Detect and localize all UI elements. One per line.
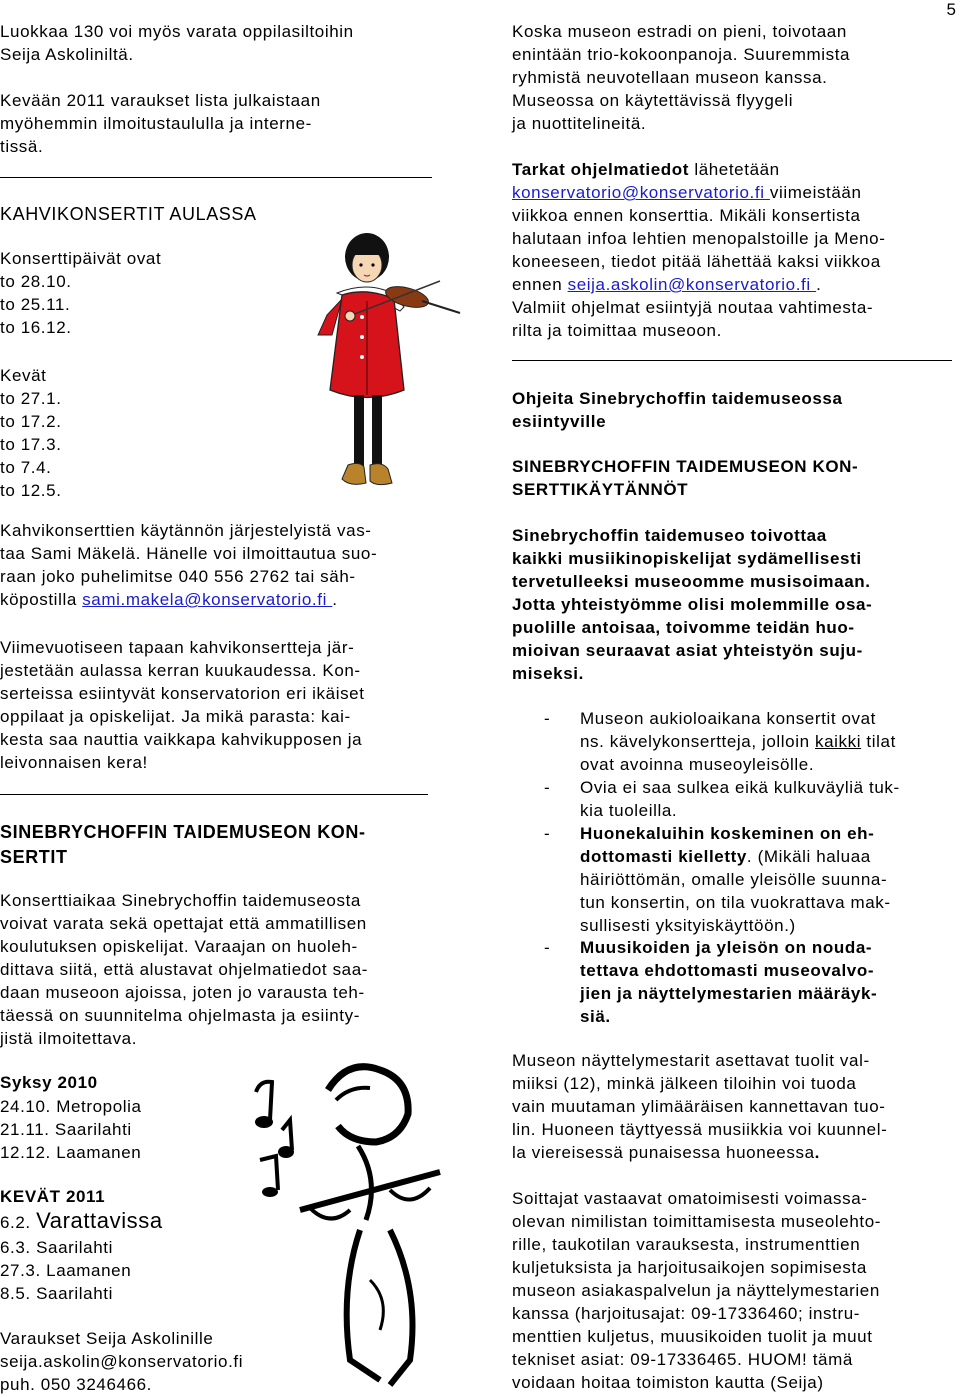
aula-arrangements: Kahvikonserttien käytännön järjestelyistä vas- taa Sami Mäkelä. Hänelle voi ilmoittautua suo- raan joko puhelimitse 040 556 2762 tai säh- köpostilla sami.makela@konservatorio.fi . [0, 521, 378, 609]
intro-spring-bookings: Kevään 2011 varaukset lista julkaistaan myöhemmin ilmoitustaululla ja interne- tissä. [0, 91, 321, 156]
kaikki-link[interactable]: kaikki [815, 732, 862, 751]
autumn-2010-heading: Syksy 2010 [0, 1073, 98, 1092]
aula-monthly-text: Viimevuotiseen tapaan kahvikonsertteja jär- jestetään aulassa kerran kuukaudessa. Kon- serteissa esiintyvät konservatorion eri ikäiset oppilaat ja opiskelijat. Ja mikä parasta: kai- kesta saa nauttia vaikkapa kahvikupposen ja leivonnaisen kera! [0, 638, 365, 772]
practices-heading: SINEBRYCHOFFIN TAIDEMUSEON KON- SERTTIKÄYTÄNNÖT [512, 457, 859, 499]
welcome-text: Sinebrychoffin taidemuseo toivottaa kaikki musiikinopiskelijat sydämellisesti tervetulleeksi museoomme musisoimaan. Jotta yhteistyömme olisi molemmille osa- puolille antoisaa, toivomme teidän huo- mioivan seuraavat asiat yhteistyön suju- miseksi. [512, 526, 873, 683]
divider [0, 794, 428, 795]
autumn-2010-dates: 24.10. Metropolia 21.11. Saarilahti 12.12. Laamanen [0, 1097, 142, 1162]
divider [512, 360, 952, 361]
aula-dates-spring: Kevät to 27.1. to 17.2. to 17.3. to 7.4. to 12.5. [0, 366, 62, 500]
violinist-girl-illustration [312, 215, 462, 505]
spring-2011-heading: KEVÄT 2011 [0, 1187, 106, 1206]
page-number: 5 [946, 0, 956, 19]
chairs-text: Museon näyttelymestarit asettavat tuolit val- miiksi (12), minkä jälkeen tiloihin voi tuoda vain muutaman ylimääräisen kannettavan tuo- lin. Huoneen täyttyessä musiikkia voi kuunnel- la viereisessä punaisessa huoneessa. [512, 1051, 888, 1162]
email-seija-askolin[interactable]: seija.askolin@konservatorio.fi [567, 275, 817, 294]
contact-info: Varaukset Seija Askolinille seija.askolin@konservatorio.fi puh. 050 3246466. [0, 1329, 244, 1394]
aula-heading: KAHVIKONSERTIT AULASSA [0, 204, 257, 224]
spring-2011-first: 6.2. Varattavissa [0, 1208, 163, 1233]
spring-2011-dates: 6.3. Saarilahti 27.3. Laamanen 8.5. Saarilahti [0, 1238, 132, 1303]
aula-dates-autumn: Konserttipäivät ovat to 28.10. to 25.11. to 16.12. [0, 249, 162, 337]
flute-player-illustration [240, 1060, 455, 1395]
players-text: Soittajat vastaavat omatoimisesti voimassa- olevan nimilistan toimittamisesta museolehto- rille, taukotilan varauksesta, instrumenttien kuljetuksista ja harjoitusaikojen sopimisesta museon asiakaspalvelun ja näyttelymestarien kanssa (harjoitusajat: 09-17336460; instru- menttien kuljetus, muusikoiden tuolit ja muut tekniset asiat: 09-17336465. HUOM! tämä voidaan hoitaa toimiston kautta (Seija) [512, 1189, 882, 1392]
instructions-heading: Ohjeita Sinebrychoffin taidemuseossa esiintyville [512, 389, 843, 431]
museum-concerts-heading: SINEBRYCHOFFIN TAIDEMUSEON KON- SERTIT [0, 822, 366, 867]
email-sami-makela[interactable]: sami.makela@konservatorio.fi [82, 590, 333, 609]
divider [0, 177, 432, 178]
intro-classroom-130: Luokkaa 130 voi myös varata oppilasiltoihin Seija Askoliniltä. [0, 22, 354, 64]
email-konservatorio[interactable]: konservatorio@konservatorio.fi [512, 183, 770, 202]
program-details: Tarkat ohjelmatiedot lähetetään konservatorio@konservatorio.fi viimeistään viikkoa ennen konserttia. Mikäli konsertista halutaan infoa lehtien menopalstoille ja Meno- koneeseen, tiedot pitää lähettää kaksi viikkoa ennen seija.askolin@konservatorio.fi . Valmiit ohjelmat esiintyjä noutaa vahtimesta- rilta ja toimittaa museoon. [512, 160, 886, 340]
estradi-text: Koska museon estradi on pieni, toivotaan enintään trio-kokoonpanoja. Suuremmista ryhmistä neuvotellaan museon kanssa. Museossa on käytettävissä flyygeli ja nuottitelineitä. [512, 22, 851, 133]
museum-concerts-text: Konserttiaikaa Sinebrychoffin taidemuseosta voivat varata sekä opettajat että ammatillisen koulutuksen opiskelijat. Varaajan on huoleh- dittava siitä, että alustavat ohjelmatiedot saa- daan museoon ajoissa, joten jo varausta teh- täessä on suunnitelma ohjelmasta ja esiinty- jistä ilmoitettava. [0, 891, 369, 1048]
